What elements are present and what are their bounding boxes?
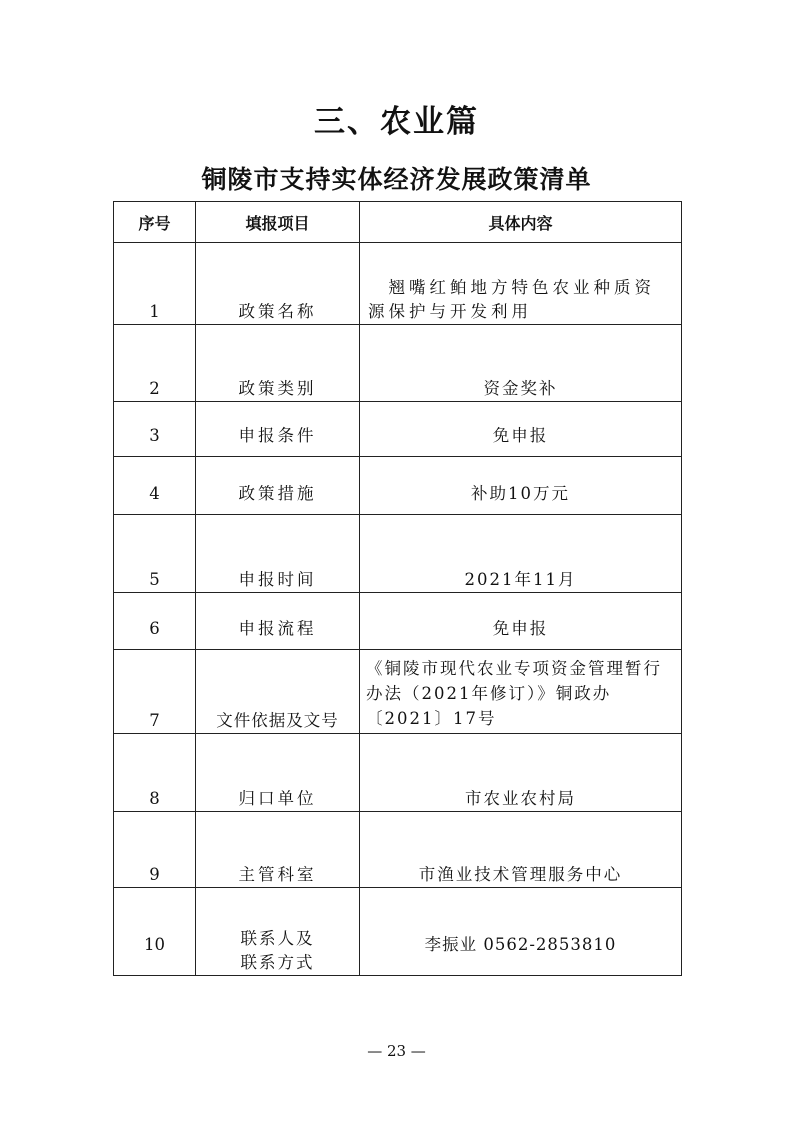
table-row [114, 457, 682, 515]
row-item: 申报流程 [196, 593, 360, 650]
table-row [114, 593, 682, 650]
row-content: 李振业 0562-2853810 [360, 888, 682, 976]
row-content: 资金奖补 [360, 325, 682, 402]
row-content: 补助10万元 [360, 457, 682, 515]
document-title: 铜陵市支持实体经济发展政策清单 [201, 165, 592, 194]
row-number: 6 [114, 593, 196, 650]
row-item: 政策措施 [196, 457, 360, 515]
row-item: 政策类别 [196, 325, 360, 402]
row-number: 9 [114, 812, 196, 888]
row-number: 7 [114, 650, 196, 734]
row-item: 政策名称 [196, 243, 360, 325]
table-row [114, 243, 682, 325]
row-content: 《铜陵市现代农业专项资金管理暂行办法（2021年修订）》铜政办〔2021〕17号 [360, 650, 682, 734]
row-item: 联系人及联系方式 [196, 888, 360, 976]
header-item: 填报项目 [196, 202, 360, 243]
row-item: 申报条件 [196, 402, 360, 457]
header-content: 具体内容 [360, 202, 682, 243]
row-content: 免申报 [360, 402, 682, 457]
table-row [114, 888, 682, 976]
row-number: 1 [114, 243, 196, 325]
section-title: 三、农业篇 [314, 104, 479, 140]
table-row [114, 812, 682, 888]
row-number: 5 [114, 515, 196, 593]
table-row [114, 402, 682, 457]
row-item: 申报时间 [196, 515, 360, 593]
table-row [114, 515, 682, 593]
row-content: 翘嘴红鲌地方特色农业种质资源保护与开发利用 [360, 243, 682, 325]
row-content: 免申报 [360, 593, 682, 650]
table-header-row [114, 202, 682, 243]
row-item: 归口单位 [196, 734, 360, 812]
table-row [114, 734, 682, 812]
row-number: 8 [114, 734, 196, 812]
header-number: 序号 [114, 202, 196, 243]
row-item: 文件依据及文号 [196, 650, 360, 734]
row-content: 市渔业技术管理服务中心 [360, 812, 682, 888]
row-number: 10 [114, 888, 196, 976]
row-content: 市农业农村局 [360, 734, 682, 812]
row-number: 2 [114, 325, 196, 402]
row-item: 主管科室 [196, 812, 360, 888]
policy-table [113, 201, 682, 976]
table-row [114, 650, 682, 734]
row-content: 2021年11月 [360, 515, 682, 593]
table-row [114, 325, 682, 402]
row-number: 3 [114, 402, 196, 457]
row-number: 4 [114, 457, 196, 515]
page-number: — 23 — [367, 1042, 426, 1060]
